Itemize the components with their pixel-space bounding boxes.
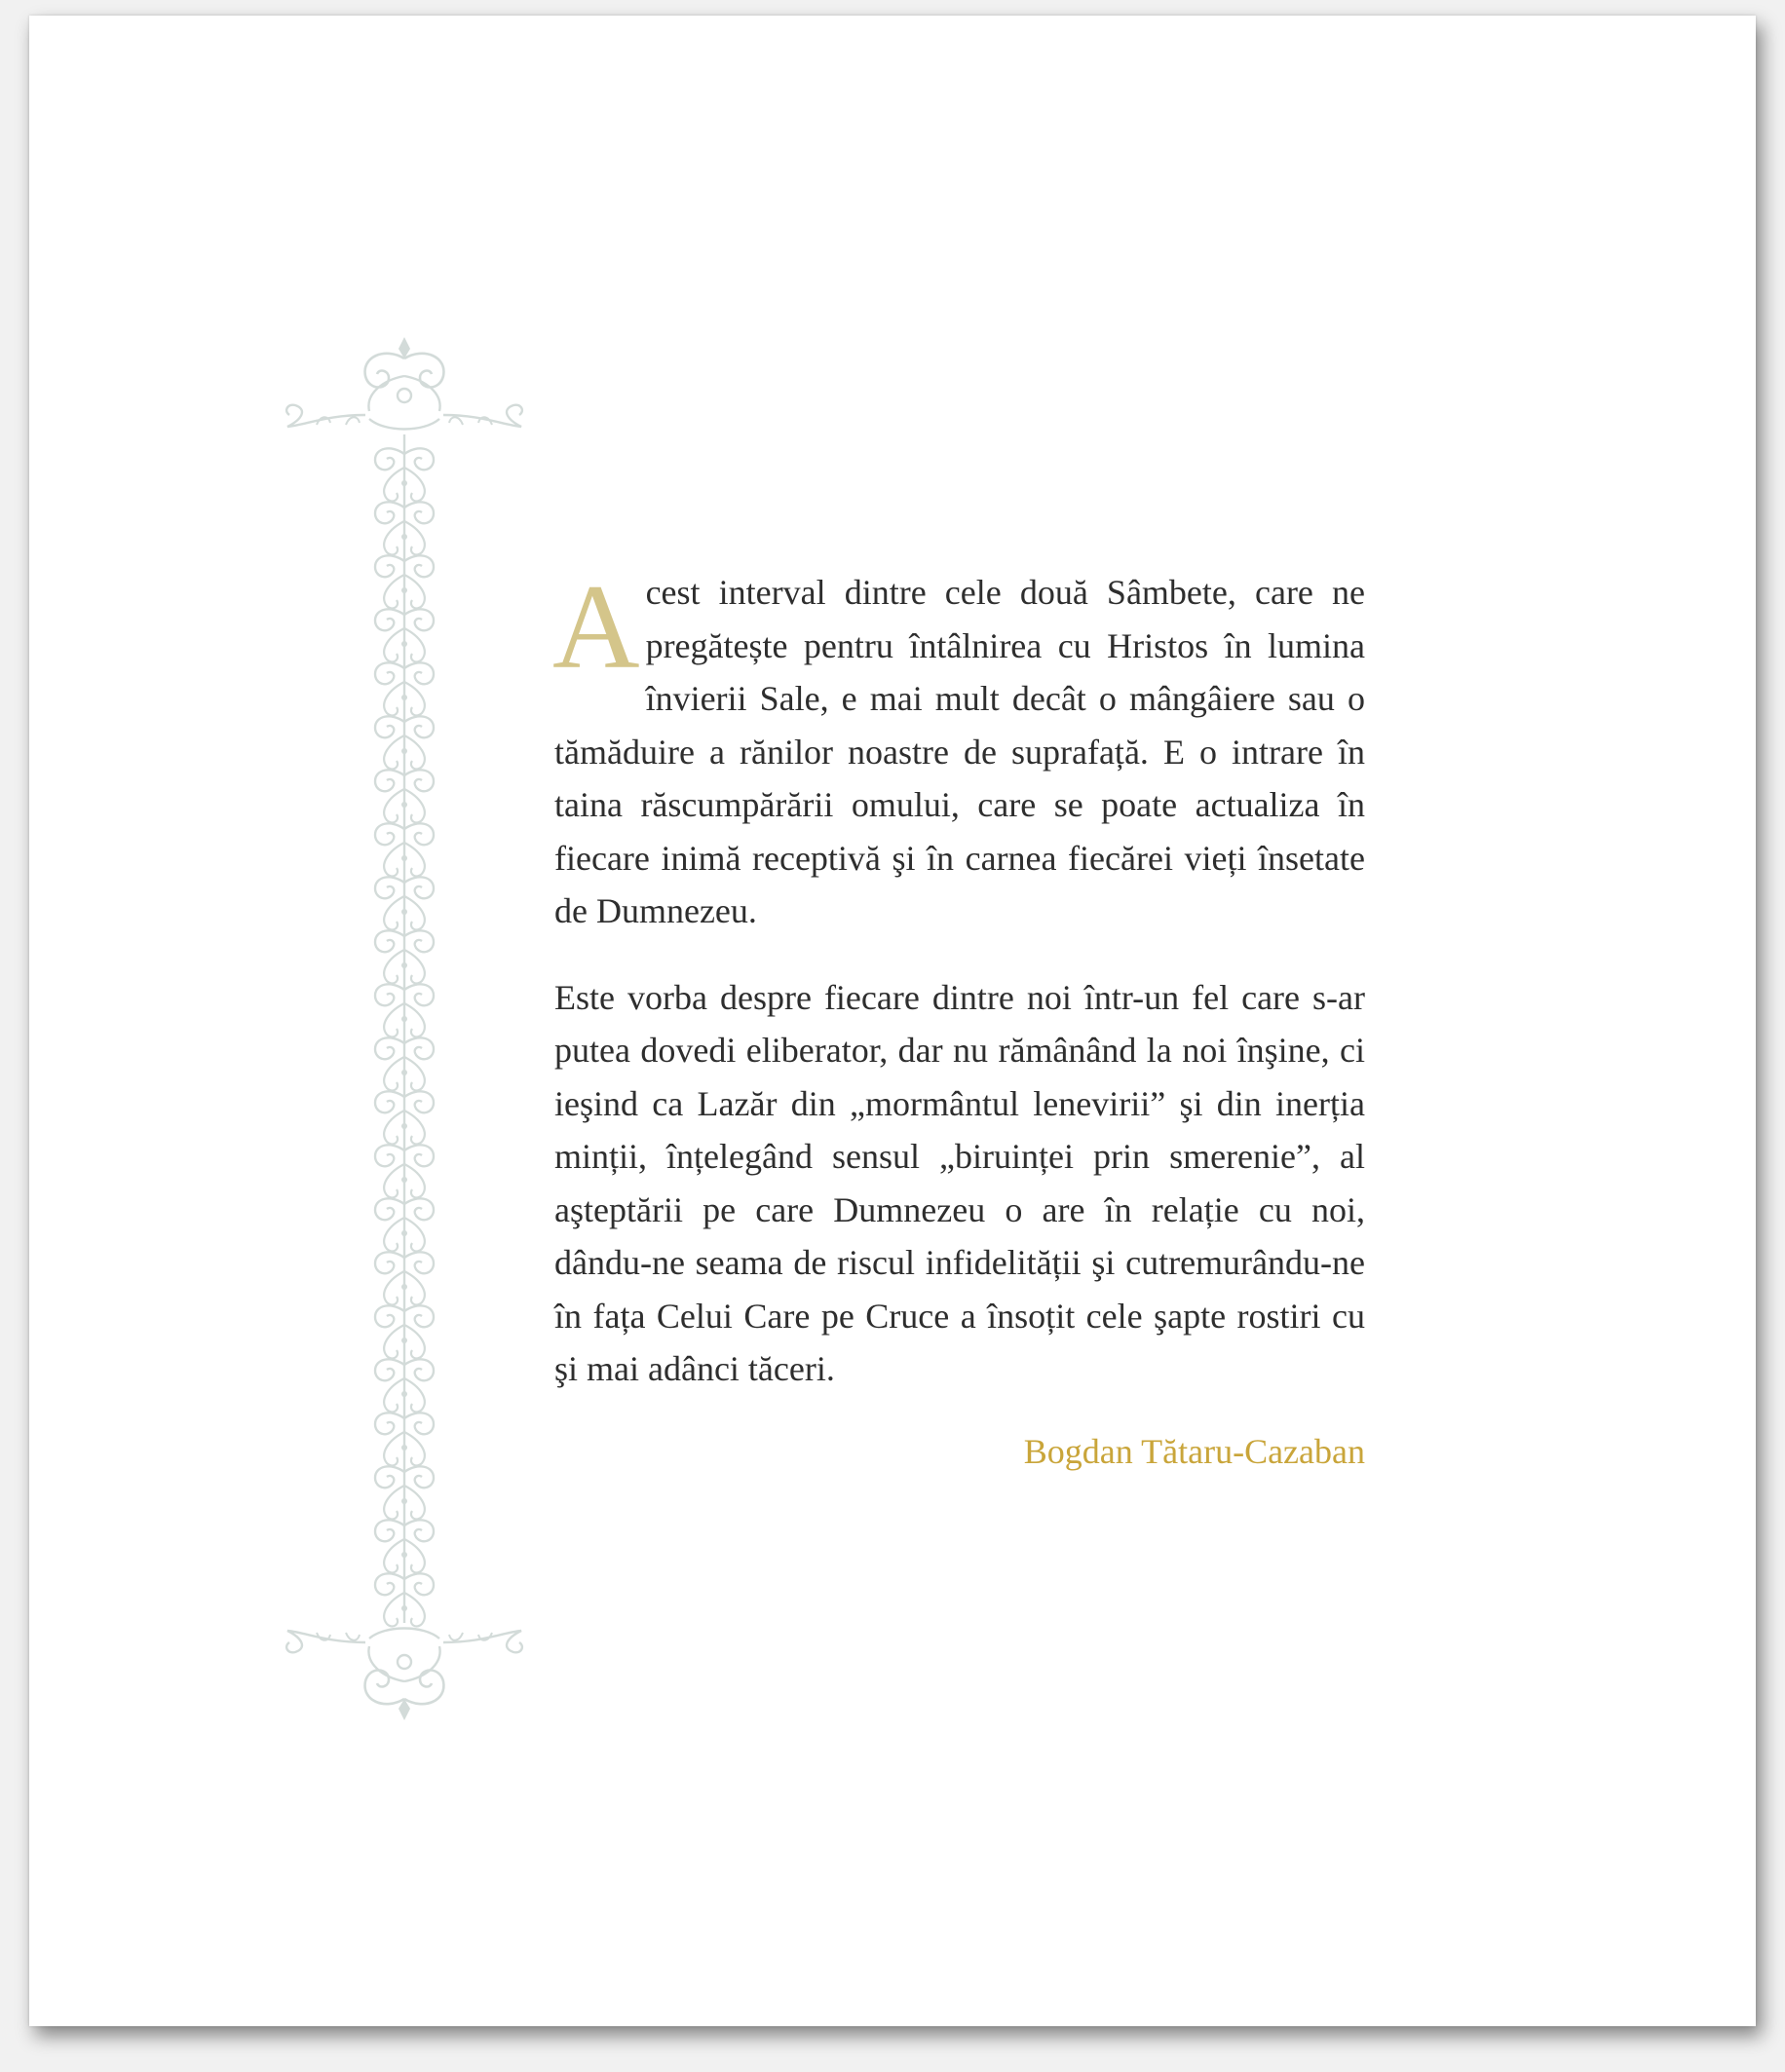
- body-text: [552, 560, 1365, 1478]
- document-page: [29, 16, 1756, 2026]
- paragraph-1: [552, 560, 1365, 938]
- paragraph-1-text: cest interval dintre cele două Sâmbete, care ne pregătește pentru întâlnirea cu Hristos în lumina învierii Sale, e mai mult decât o mângâiere sau o tămăduire a rănilor noastre de suprafață. E o intrare în taina răscumpărării omului, care se poate actualiza în fiecare inimă receptivă şi în carnea fiecărei vieți însetate de Dumnezeu.: [554, 573, 1365, 930]
- paragraph-2: Este vorba despre fiecare dintre noi într-un fel care s-ar putea dovedi eliberator, dar nu rămânând la noi înşine, ci ieşind ca Lazăr din „mormântul lenevirii” şi din inerția minții, înțelegând sensul „biruinței prin smerenie”, al aşteptării pe care Dumnezeu o are în relație cu noi, dându-ne seama de riscul infidelității şi cutremurându-ne în fața Celui Care pe Cruce a însoțit cele şapte rostiri cu şi mai adânci tăceri.: [554, 977, 1365, 1388]
- decorative-vine-border-icon: [278, 318, 531, 1740]
- author-signature: Bogdan Tătaru-Cazaban: [1023, 1431, 1365, 1471]
- drop-cap: A: [552, 560, 640, 694]
